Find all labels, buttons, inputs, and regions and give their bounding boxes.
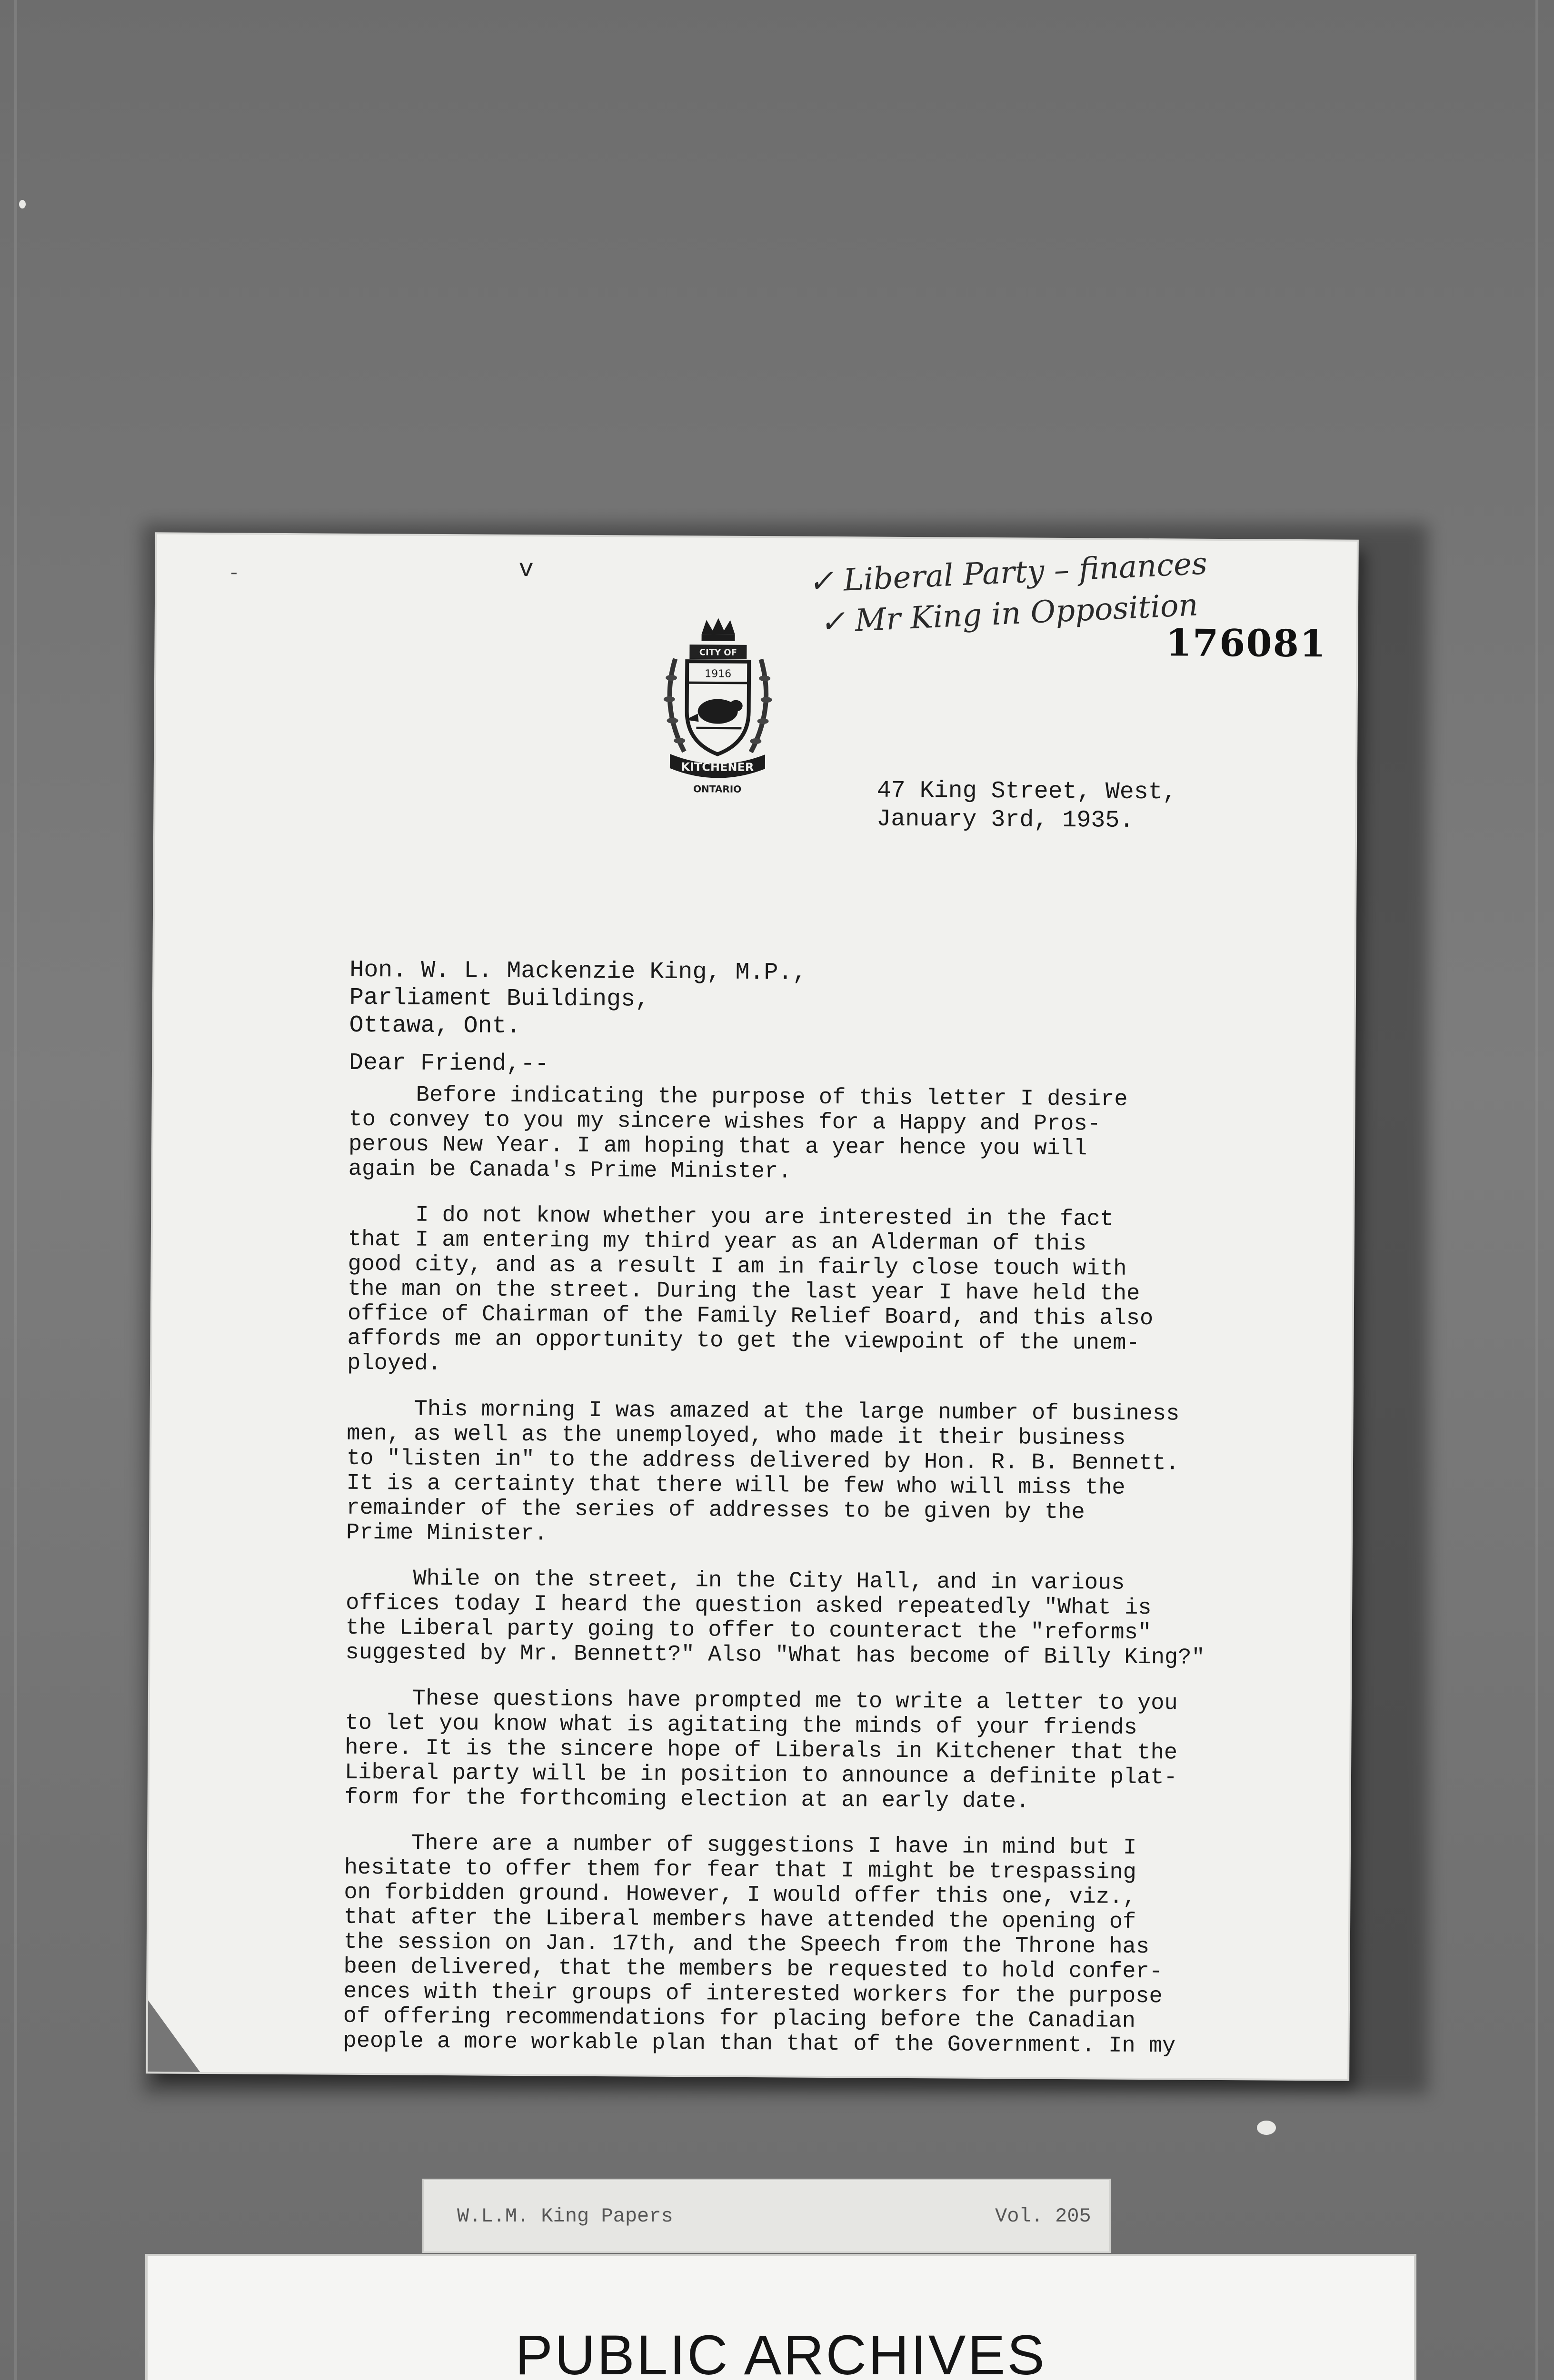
body-line: ployed. — [347, 1350, 441, 1377]
body-line: of offering recommendations for placing before the Canadian — [343, 2003, 1136, 2034]
letter-page — [148, 534, 1357, 2079]
body-line: people a more workable plan than that of the Government. In my — [343, 2028, 1176, 2059]
body-line: been delivered, that the members be requested to hold confer- — [343, 1954, 1163, 1985]
body-line: There are a number of suggestions I have in mind but I — [344, 1830, 1137, 1861]
body-line: to convey to you my sincere wishes for a Happy and Pros- — [349, 1107, 1101, 1137]
dust-speck — [19, 200, 26, 208]
body-line: men, as well as the unemployed, who made it their business — [347, 1421, 1126, 1451]
body-line: that after the Liberal members have attended the opening of — [343, 1904, 1136, 1935]
body-line: again be Canada's Prime Minister. — [348, 1156, 792, 1185]
body-line: affords me an opportunity to get the viewpoint of the unem- — [347, 1326, 1140, 1356]
body-line: to "listen in" to the address delivered by Hon. R. B. Bennett. — [346, 1446, 1179, 1477]
body-line: to let you know what is agitating the minds of your friends — [345, 1710, 1137, 1741]
recipient-building: Parliament Buildings, — [349, 984, 650, 1013]
sender-street: 47 King Street, West, — [877, 777, 1177, 806]
collection-label-strip — [424, 2180, 1109, 2251]
body-line: Prime Minister. — [346, 1520, 548, 1547]
body-line: Before indicating the purpose of this letter I desire — [349, 1082, 1128, 1112]
city-crest-icon — [656, 616, 780, 798]
paragraph-4 — [345, 1567, 1322, 1672]
body-line: the man on the street. During the last year I have held the — [348, 1276, 1140, 1307]
folded-corner — [148, 2000, 200, 2072]
corner-tick-mark: v — [518, 555, 534, 584]
corner-dash-mark: - — [228, 563, 240, 585]
body-line: perous New Year. I am hoping that a year hence you will — [348, 1131, 1087, 1162]
archive-title-english: PUBLIC ARCHIVES — [515, 2324, 1046, 2380]
body-line: This morning I was amazed at the large number of business — [347, 1396, 1180, 1427]
body-line: It is a certainty that there will be few who will miss the — [346, 1470, 1126, 1501]
salutation: Dear Friend,-- — [349, 1049, 549, 1078]
handwritten-note-line: ✓ Liberal Party – finances — [807, 546, 1208, 600]
body-line: the session on Jan. 17th, and the Speech from the Throne has — [343, 1929, 1150, 1960]
body-line: remainder of the series of addresses to be given by the — [346, 1495, 1085, 1526]
paragraph-6 — [343, 1831, 1320, 2060]
crest-top-text: CITY OF — [699, 647, 737, 658]
paragraph-2 — [347, 1203, 1324, 1382]
paragraph-5 — [345, 1686, 1322, 1816]
crest-province: ONTARIO — [693, 783, 742, 795]
letter-date: January 3rd, 1935. — [877, 805, 1134, 834]
body-line: good city, and as a result I am in fairly close touch with — [348, 1251, 1127, 1282]
body-line: office of Chairman of the Family Relief Board, and this also — [347, 1301, 1154, 1332]
body-line: Liberal party will be in position to announce a definite plat- — [344, 1760, 1177, 1791]
body-line: here. It is the sincere hope of Liberals in Kitchener that the — [345, 1735, 1178, 1766]
archive-card — [148, 2256, 1414, 2380]
body-line: ences with their groups of interested workers for the purpose — [343, 1979, 1163, 2010]
body-line: the Liberal party going to offer to counteract the "reforms" — [345, 1615, 1152, 1646]
body-line: on forbidden ground. However, I would offer this one, viz., — [344, 1880, 1136, 1910]
dust-speck — [1257, 2121, 1276, 2135]
body-line: offices today I heard the question asked repeatedly "What is — [346, 1590, 1152, 1621]
body-line: that I am entering my third year as an Alderman of this — [348, 1227, 1087, 1257]
mount-edge-line-left — [14, 0, 17, 2380]
body-line: While on the street, in the City Hall, and in various — [346, 1566, 1125, 1596]
recipient-name: Hon. W. L. Mackenzie King, M.P., — [349, 956, 807, 987]
body-line: These questions have prompted me to write a letter to you — [345, 1686, 1178, 1716]
document-number: 176081 — [1166, 621, 1327, 666]
body-line: I do not know whether you are interested in the fact — [348, 1202, 1114, 1232]
crest-banner: KITCHENER — [681, 760, 754, 774]
paragraph-1 — [349, 1083, 1325, 1188]
letter-body — [343, 1083, 1325, 2079]
body-line: hesitate to offer them for fear that I might be trespassing — [344, 1855, 1136, 1885]
recipient-address — [349, 957, 807, 1042]
mount-edge-line-right — [1535, 0, 1538, 2380]
recipient-city: Ottawa, Ont. — [349, 1012, 521, 1041]
handwritten-note-line: ✓ Mr King in Opposition — [819, 587, 1199, 641]
body-line: suggested by Mr. Bennett?" Also "What has become of Billy King?" — [345, 1640, 1205, 1671]
sender-address — [877, 777, 1177, 836]
volume-number: Vol. 205 — [995, 2205, 1091, 2228]
crest-year: 1916 — [705, 668, 732, 680]
paragraph-3 — [346, 1397, 1323, 1552]
body-line: form for the forthcoming election at an early date. — [344, 1785, 1030, 1815]
collection-name: W.L.M. King Papers — [457, 2205, 673, 2228]
